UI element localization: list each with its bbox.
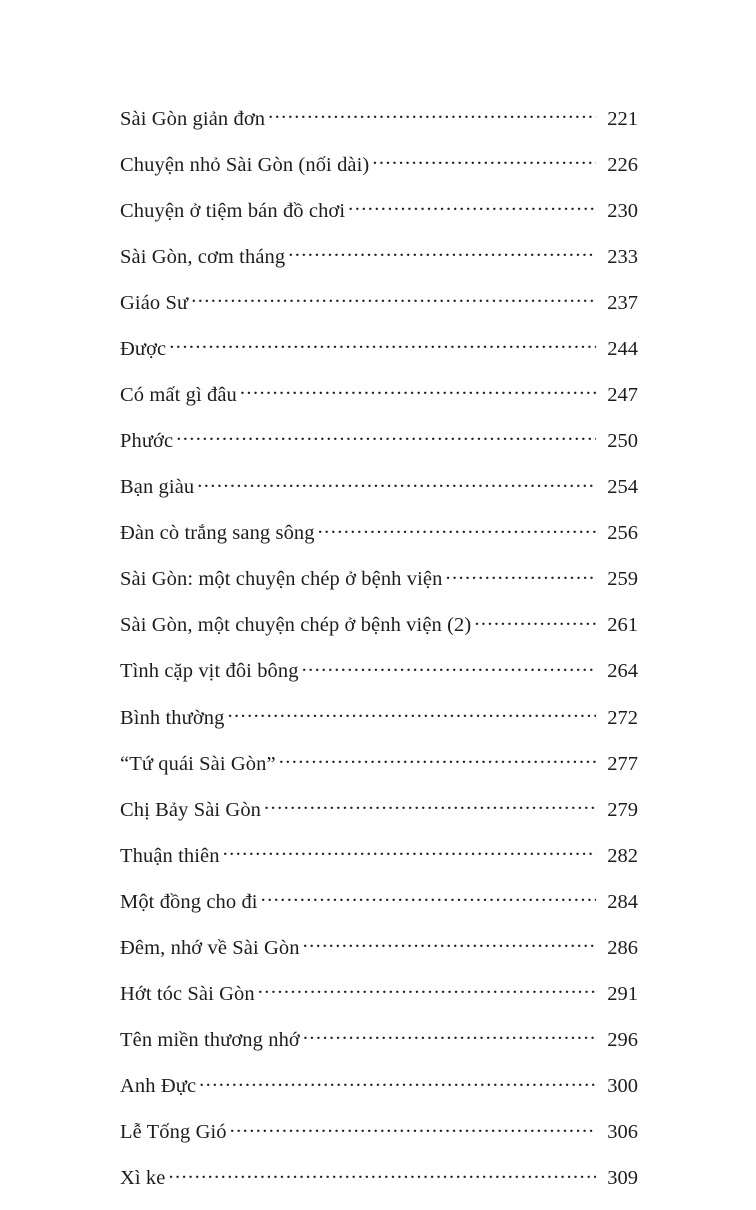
toc-leader-dots	[197, 473, 596, 494]
toc-entry-page-number: 247	[607, 383, 638, 406]
toc-entry-page-number: 284	[607, 890, 638, 913]
toc-entry-page-number: 226	[607, 153, 638, 176]
toc-entry-page-number: 306	[607, 1121, 638, 1144]
toc-entry-title: Anh Đực	[120, 1075, 197, 1098]
toc-entry[interactable]	[120, 1072, 638, 1099]
toc-entry[interactable]	[120, 841, 638, 868]
toc-leader-dots	[279, 749, 596, 770]
toc-entry-page-number: 296	[607, 1029, 638, 1052]
toc-entry-title: Đêm, nhớ về Sài Gòn	[120, 936, 300, 959]
toc-entry-page-number: 300	[607, 1075, 638, 1098]
toc-entry-title: Sài Gòn: một chuyện chép ở bệnh viện	[120, 568, 443, 591]
toc-entry[interactable]	[120, 196, 638, 223]
toc-entry-page-number: 277	[607, 752, 638, 775]
toc-leader-dots	[372, 150, 596, 171]
toc-leader-dots	[258, 979, 596, 1000]
toc-leader-dots	[223, 841, 596, 862]
toc-leader-dots	[228, 703, 597, 724]
toc-leader-dots	[288, 242, 596, 263]
toc-entry-page-number: 279	[607, 798, 638, 821]
toc-leader-dots	[240, 380, 596, 401]
toc-entry-page-number: 259	[607, 568, 638, 591]
toc-entry-title: Sài Gòn giản đơn	[120, 107, 266, 130]
toc-entry[interactable]	[120, 703, 638, 730]
toc-entry-page-number: 261	[607, 614, 638, 637]
toc-entry-title: Bạn giàu	[120, 476, 195, 499]
toc-entry-title: Phước	[120, 430, 174, 453]
toc-entry[interactable]	[120, 242, 638, 269]
toc-entry-page-number: 272	[607, 706, 638, 729]
toc-entry-page-number: 233	[607, 245, 638, 268]
toc-entry[interactable]	[120, 150, 638, 177]
toc-entry-page-number: 221	[607, 107, 638, 130]
toc-entry-page-number: 309	[607, 1167, 638, 1190]
toc-entry-title: Chuyện nhỏ Sài Gòn (nối dài)	[120, 153, 370, 176]
toc-entry-title: Một đồng cho đi	[120, 890, 258, 913]
table-of-contents	[120, 104, 638, 1210]
toc-entry-title: Lễ Tống Gió	[120, 1121, 227, 1144]
toc-leader-dots	[230, 1118, 596, 1139]
toc-entry[interactable]	[120, 104, 638, 131]
toc-leader-dots	[176, 427, 596, 448]
toc-entry[interactable]	[120, 657, 638, 684]
toc-entry-title: Đàn cò trắng sang sông	[120, 522, 315, 545]
toc-entry-page-number: 282	[607, 844, 638, 867]
toc-entry[interactable]	[120, 887, 638, 914]
toc-entry[interactable]	[120, 1164, 638, 1191]
toc-leader-dots	[199, 1072, 596, 1093]
toc-entry[interactable]	[120, 611, 638, 638]
toc-entry-title: Giáo Sư	[120, 291, 189, 314]
toc-entry-title: Sài Gòn, cơm tháng	[120, 245, 286, 268]
toc-entry[interactable]	[120, 1118, 638, 1145]
toc-entry-title: Được	[120, 337, 167, 360]
toc-entry-title: Thuận thiên	[120, 844, 220, 867]
toc-entry-title: Xì ke	[120, 1167, 166, 1190]
toc-entry-page-number: 237	[607, 291, 638, 314]
toc-entry[interactable]	[120, 565, 638, 592]
toc-entry-title: “Tứ quái Sài Gòn”	[120, 752, 276, 775]
toc-entry[interactable]	[120, 1026, 638, 1053]
toc-entry-title: Tình cặp vịt đôi bông	[120, 660, 299, 683]
toc-entry[interactable]	[120, 427, 638, 454]
toc-leader-dots	[474, 611, 596, 632]
toc-entry-page-number: 264	[607, 660, 638, 683]
toc-leader-dots	[302, 657, 596, 678]
toc-leader-dots	[318, 519, 596, 540]
toc-entry[interactable]	[120, 979, 638, 1006]
toc-leader-dots	[268, 104, 596, 125]
toc-entry[interactable]	[120, 795, 638, 822]
toc-entry-page-number: 291	[607, 982, 638, 1005]
toc-entry-title: Chị Bảy Sài Gòn	[120, 798, 262, 821]
toc-entry[interactable]	[120, 288, 638, 315]
toc-leader-dots	[445, 565, 596, 586]
toc-entry-title: Sài Gòn, một chuyện chép ở bệnh viện (2)	[120, 614, 472, 637]
toc-entry-title: Có mất gì đâu	[120, 383, 237, 406]
toc-entry-title: Chuyện ở tiệm bán đồ chơi	[120, 199, 346, 222]
toc-entry-page-number: 230	[607, 199, 638, 222]
toc-leader-dots	[169, 334, 596, 355]
toc-entry[interactable]	[120, 519, 638, 546]
toc-leader-dots	[303, 933, 596, 954]
toc-leader-dots	[303, 1026, 596, 1047]
toc-entry[interactable]	[120, 749, 638, 776]
toc-entry-page-number: 256	[607, 522, 638, 545]
toc-entry-title: Tên miền thương nhớ	[120, 1029, 300, 1052]
toc-leader-dots	[348, 196, 596, 217]
toc-entry-title: Hớt tóc Sài Gòn	[120, 982, 255, 1005]
toc-entry-page-number: 254	[607, 476, 638, 499]
toc-entry[interactable]	[120, 334, 638, 361]
toc-leader-dots	[191, 288, 596, 309]
toc-entry[interactable]	[120, 933, 638, 960]
toc-entry-title: Bình thường	[120, 706, 225, 729]
toc-leader-dots	[264, 795, 596, 816]
toc-entry-page-number: 250	[607, 430, 638, 453]
toc-entry[interactable]	[120, 380, 638, 407]
toc-entry[interactable]	[120, 473, 638, 500]
toc-entry-page-number: 286	[607, 936, 638, 959]
toc-entry-page-number: 244	[607, 337, 638, 360]
toc-leader-dots	[168, 1164, 596, 1185]
toc-leader-dots	[261, 887, 596, 908]
